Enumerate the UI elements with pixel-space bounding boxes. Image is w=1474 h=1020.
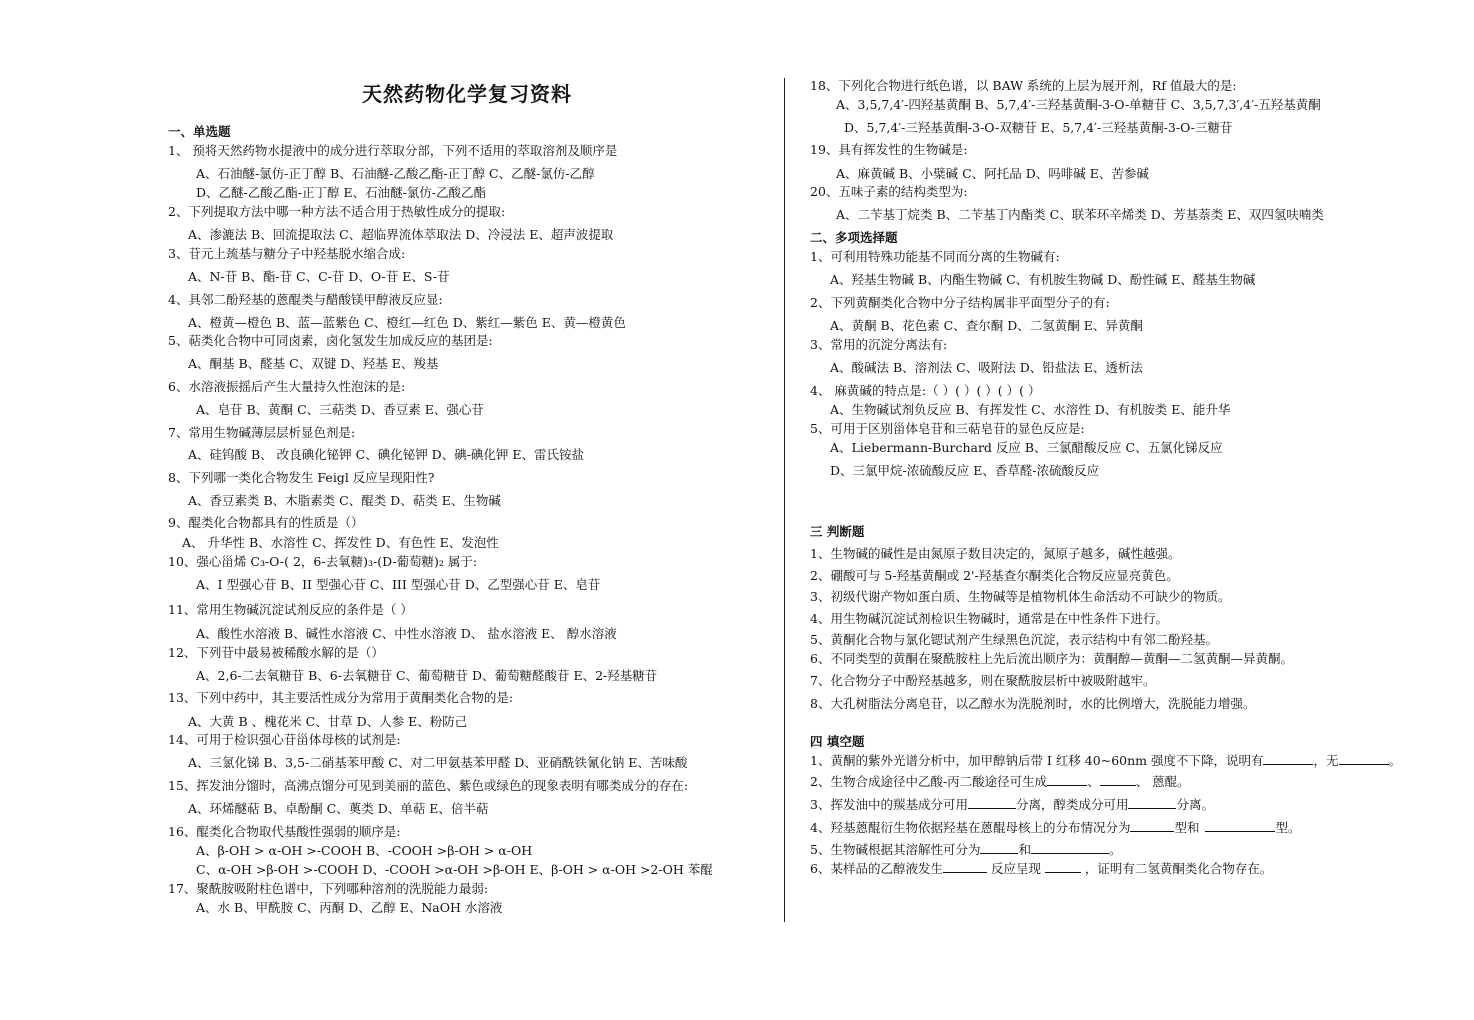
question-line: 4、 麻黄碱的特点是:（ ）( ）( ）( ）( ） xyxy=(810,383,1041,398)
fill-question-3 xyxy=(810,797,1214,813)
question-line: 19、具有挥发性的生物碱是: xyxy=(810,142,968,157)
question-line: 7、常用生物碱薄层层析显色剂是: xyxy=(168,425,356,440)
question-line: A、环烯醚萜 B、卓酚酮 C、薁类 D、单萜 E、倍半萜 xyxy=(188,801,489,816)
question-line: 15、挥发油分馏时，高沸点馏分可见到美丽的蓝色、紫色或绿色的现象表明有哪类成分的存在: xyxy=(168,778,689,793)
question-line: A、β-OH > α-OH >-COOH B、-COOH >β-OH > α-OH xyxy=(196,843,533,858)
question-line: C、α-OH >β-OH >-COOH D、-COOH >α-OH >β-OH E、β-OH > α-OH >2-OH 苯醌 xyxy=(196,862,713,877)
question-line: 2、下列黄酮类化合物中分子结构属非平面型分子的有: xyxy=(810,295,1110,310)
fill-text: 3、挥发油中的羰基成分可用 xyxy=(810,797,968,812)
question-line: 2、下列提取方法中哪一种方法不适合用于热敏性成分的提取: xyxy=(168,204,506,219)
question-line: A、皂苷 B、黄酮 C、三萜类 D、香豆素 E、强心苷 xyxy=(196,402,484,417)
question-line: 4、具邻二酚羟基的蒽醌类与醋酸镁甲醇液反应显: xyxy=(168,292,443,307)
question-line: 4、用生物碱沉淀试剂检识生物碱时，通常是在中性条件下进行。 xyxy=(810,611,1168,626)
question-line: 5、黄酮化合物与氯化锶试剂产生绿黑色沉淀，表示结构中有邻二酚羟基。 xyxy=(810,632,1218,647)
column-divider xyxy=(784,78,785,922)
fill-text: 、 xyxy=(1087,774,1100,789)
question-line: A、三氯化锑 B、3,5-二硝基苯甲酸 C、对二甲氨基苯甲醛 D、亚硝酰铁氰化钠 E、苦味酸 xyxy=(188,755,688,770)
question-line: A、Liebermann-Burchard 反应 B、三氯醋酸反应 C、五氯化锑反应 xyxy=(830,440,1223,455)
question-line: 3、初级代谢产物如蛋白质、生物碱等是植物机体生命活动不可缺少的物质。 xyxy=(810,589,1231,604)
section-heading: 三 判断题 xyxy=(810,524,865,539)
fill-text: 分离，醇类成分可用 xyxy=(1015,797,1129,812)
question-line: 12、下列苷中最易被稀酸水解的是（） xyxy=(168,645,384,660)
question-line: 8、大孔树脂法分离皂苷，以乙醇水为洗脱剂时，水的比例增大，洗脱能力增强。 xyxy=(810,696,1256,711)
question-line: 11、常用生物碱沉淀试剂反应的条件是（ ） xyxy=(168,602,413,617)
question-line: 9、醌类化合物都具有的性质是（） xyxy=(168,515,364,530)
fill-text: 1、黄酮的紫外光谱分析中，加甲醇钠后带 I 红移 40~60nm 强度不下降，说明有 xyxy=(810,753,1264,768)
question-line: 13、下列中药中，其主要活性成分为常用于黄酮类化合物的是: xyxy=(168,690,514,705)
question-line: 3、常用的沉淀分离法有: xyxy=(810,337,948,352)
question-line: 1、 预将天然药物水提液中的成分进行萃取分部，下列不适用的萃取溶剂及顺序是 xyxy=(168,143,618,158)
fill-question-1 xyxy=(810,753,1401,769)
fill-text: 和 xyxy=(1018,842,1031,857)
question-line: A、酮基 B、醛基 C、双键 D、羟基 E、羧基 xyxy=(188,356,439,371)
fill-text: 分离。 xyxy=(1176,797,1214,812)
question-line: 5、可用于区别甾体皂苷和三萜皂苷的显色反应是: xyxy=(810,421,1085,436)
question-line: 20、五味子素的结构类型为: xyxy=(810,184,968,199)
question-line: 6、不同类型的黄酮在聚酰胺柱上先后流出顺序为：黄酮醇—黄酮—二氢黄酮—异黄酮。 xyxy=(810,651,1293,666)
answer-blank[interactable] xyxy=(1130,820,1174,832)
answer-blank[interactable] xyxy=(1031,842,1109,854)
question-line: A、酸碱法 B、溶剂法 C、吸附法 D、铅盐法 E、透析法 xyxy=(830,360,1143,375)
question-line: 6、水溶液振摇后产生大量持久性泡沫的是: xyxy=(168,379,406,394)
question-line: 2、硼酸可与 5-羟基黄酮或 2'-羟基查尔酮类化合物反应显亮黄色。 xyxy=(810,568,1179,583)
question-line: A、黄酮 B、花色素 C、查尔酮 D、二氢黄酮 E、异黄酮 xyxy=(830,318,1143,333)
page-title: 天然药物化学复习资料 xyxy=(362,82,572,106)
question-line: 17、聚酰胺吸附柱色谱中，下列哪种溶剂的洗脱能力最弱: xyxy=(168,881,489,896)
question-line: 14、可用于检识强心苷甾体母核的试剂是: xyxy=(168,732,401,747)
answer-blank[interactable] xyxy=(1339,753,1389,765)
fill-text: 型和 xyxy=(1174,820,1200,835)
question-line: 3、苷元上巯基与糖分子中羟基脱水缩合成: xyxy=(168,246,406,261)
question-line: A、大黄 B 、槐花米 C、甘草 D、人参 E、粉防己 xyxy=(188,714,468,729)
section-heading: 四 填空题 xyxy=(810,734,865,749)
fill-question-5 xyxy=(810,842,1122,858)
question-line: 18、下列化合物进行纸色谱，以 BAW 系统的上层为展开剂，Rf 值最大的是: xyxy=(810,78,1237,93)
section-heading: 一、单选题 xyxy=(168,124,231,139)
question-line: A、二苄基丁烷类 B、二苄基丁内酯类 C、联苯环辛烯类 D、芳基萘类 E、双四氢呋喃类 xyxy=(836,207,1324,222)
question-line: D、三氯甲烷-浓硫酸反应 E、香草醛-浓硫酸反应 xyxy=(830,463,1100,478)
answer-blank[interactable] xyxy=(980,842,1018,854)
answer-blank[interactable] xyxy=(1045,861,1081,873)
question-line: A、酸性水溶液 B、碱性水溶液 C、中性水溶液 D、 盐水溶液 E、 醇水溶液 xyxy=(196,626,617,641)
question-line: A、生物碱试剂负反应 B、有挥发性 C、水溶性 D、有机胺类 E、能升华 xyxy=(830,402,1231,417)
fill-text: 、 蒽醌。 xyxy=(1135,774,1190,789)
question-line: A、3,5,7,4′-四羟基黄酮 B、5,7,4′-三羟基黄酮-3-O-单糖苷 C、3,5,7,3′,4′-五羟基黄酮 xyxy=(836,97,1321,112)
answer-blank[interactable] xyxy=(1263,753,1313,765)
question-line: A、 升华性 B、水溶性 C、挥发性 D、有色性 E、发泡性 xyxy=(182,535,499,550)
answer-blank[interactable] xyxy=(1205,820,1275,832)
answer-blank[interactable] xyxy=(1100,774,1136,786)
fill-text: 。 xyxy=(1388,753,1402,768)
answer-blank[interactable] xyxy=(1047,774,1087,786)
question-line: 1、可利用特殊功能基不同而分离的生物碱有: xyxy=(810,249,1060,264)
question-line: A、石油醚-氯仿-正丁醇 B、石油醚-乙酸乙酯-正丁醇 C、乙醚-氯仿-乙醇 xyxy=(196,166,595,181)
question-line: A、香豆素类 B、木脂素类 C、醌类 D、萜类 E、生物碱 xyxy=(188,493,501,508)
question-line: A、麻黄碱 B、小檗碱 C、阿托品 D、吗啡碱 E、苦参碱 xyxy=(836,166,1149,181)
question-line: A、I 型强心苷 B、II 型强心苷 C、III 型强心苷 D、乙型强心苷 E、皂苷 xyxy=(196,577,601,592)
question-line: 16、醌类化合物取代基酸性强弱的顺序是: xyxy=(168,824,401,839)
fill-question-6 xyxy=(810,861,1272,877)
question-line: D、乙醚-乙酸乙酯-正丁醇 E、石油醚-氯仿-乙酸乙酯 xyxy=(196,185,487,200)
question-line: 10、强心甾烯 C₃-O-( 2，6-去氧糖)₃-(D-葡萄糖)₂ 属于: xyxy=(168,554,478,569)
fill-text: 反应呈现 xyxy=(986,861,1045,876)
question-line: A、硅钨酸 B、 改良碘化铋钾 C、碘化铋钾 D、碘-碘化钾 E、雷氏铵盐 xyxy=(188,447,585,462)
fill-question-4 xyxy=(810,820,1301,836)
question-line: A、渗漉法 B、回流提取法 C、超临界流体萃取法 D、冷浸法 E、超声波提取 xyxy=(188,227,614,242)
fill-text: ，证明有二氢黄酮类化合物存在。 xyxy=(1080,861,1273,876)
fill-text: 5、生物碱根据其溶解性可分为 xyxy=(810,842,981,857)
fill-text: ，无 xyxy=(1313,753,1339,768)
question-line: A、橙黄—橙色 B、蓝—蓝紫色 C、橙红—红色 D、紫红—紫色 E、黄—橙黄色 xyxy=(188,315,626,330)
question-line: A、2,6-二去氧糖苷 B、6-去氧糖苷 C、葡萄糖苷 D、葡萄糖醛酸苷 E、2-羟基糖苷 xyxy=(196,668,658,683)
question-line: A、水 B、甲酰胺 C、丙酮 D、乙醇 E、NaOH 水溶液 xyxy=(196,900,503,915)
question-line: 1、生物碱的碱性是由氮原子数目决定的，氮原子越多，碱性越强。 xyxy=(810,546,1181,561)
question-line: 8、下列哪一类化合物发生 Feigl 反应呈现阳性? xyxy=(168,470,435,485)
fill-text: 型。 xyxy=(1275,820,1301,835)
fill-text: 。 xyxy=(1108,842,1122,857)
fill-text: 4、羟基蒽醌衍生物依据羟基在蒽醌母核上的分布情况分为 xyxy=(810,820,1131,835)
fill-text: 2、生物合成途径中乙酸-丙二酸途径可生成 xyxy=(810,774,1048,789)
fill-question-2 xyxy=(810,774,1190,790)
question-line: D、5,7,4′-三羟基黄酮-3-O-双糖苷 E、5,7,4′-三羟基黄酮-3-O-三糖苷 xyxy=(844,120,1233,135)
answer-blank[interactable] xyxy=(968,797,1016,809)
question-line: A、羟基生物碱 B、内酯生物碱 C、有机胺生物碱 D、酚性碱 E、醛基生物碱 xyxy=(830,272,1256,287)
answer-blank[interactable] xyxy=(943,861,987,873)
answer-blank[interactable] xyxy=(1128,797,1176,809)
question-line: 5、萜类化合物中可同卤素，卤化氢发生加成反应的基团是: xyxy=(168,333,493,348)
fill-text: 6、某样品的乙醇液发生 xyxy=(810,861,943,876)
question-line: 7、化合物分子中酚羟基越多，则在聚酰胺层析中被吸附越牢。 xyxy=(810,673,1156,688)
question-line: A、N-苷 B、酯-苷 C、C-苷 D、O-苷 E、S-苷 xyxy=(188,269,450,284)
section-heading: 二、多项选择题 xyxy=(810,230,898,245)
